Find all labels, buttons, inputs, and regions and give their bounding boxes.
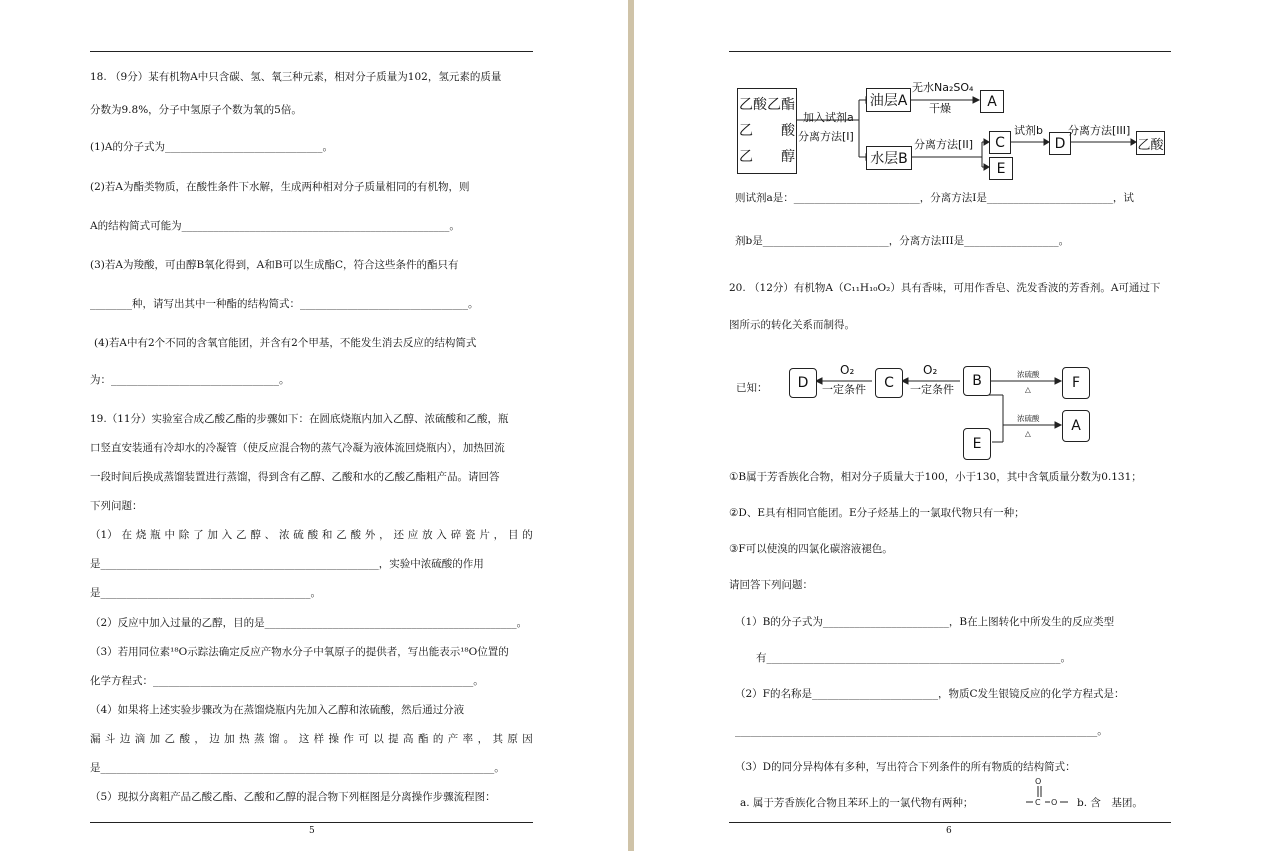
q18-line: (2)若A为酯类物质，在酸性条件下水解，生成两种相对分子质量相同的有机物，则 bbox=[90, 181, 470, 193]
justified-char: 加 bbox=[207, 529, 218, 541]
q20-line: 20. （12分）有机物A（C₁₁H₁₀O₂）具有香味，可用作香皂、洗发香波的芳香剂。A可通过下 bbox=[729, 282, 1161, 294]
conc-sulfuric-acid-label: 浓硫酸 bbox=[1017, 414, 1040, 423]
q20-line: 图所示的转化关系而制得。 bbox=[729, 319, 855, 331]
react-f-box: F bbox=[1062, 367, 1090, 399]
justified-char: 酸 bbox=[179, 733, 190, 745]
svg-text:C: C bbox=[1035, 798, 1041, 807]
justified-char: 加 bbox=[149, 733, 161, 745]
react-e-box: E bbox=[963, 428, 991, 460]
q20-line: （3）D的同分异构体有多种，写出符合下列条件的所有物质的结构简式： bbox=[735, 761, 1076, 773]
oxygen-label: O₂ bbox=[923, 363, 938, 377]
justified-char: ， bbox=[493, 529, 505, 541]
q19-line: 口竖直安装通有冷却水的冷凝管（使反应混合物的蒸气冷凝为液体流回烧瓶内），加热回流 bbox=[90, 442, 505, 454]
justified-char: 浓 bbox=[278, 529, 290, 541]
justified-char: 边 bbox=[119, 733, 131, 745]
justified-char: 应 bbox=[407, 529, 419, 541]
page-number: 5 bbox=[309, 826, 315, 836]
justified-char: 酸 bbox=[307, 529, 319, 541]
justified-char: 瓷 bbox=[465, 529, 476, 541]
q19-line: （3）若用同位素¹⁸O示踪法确定反应产物水分子中氧原子的提供者，写出能表示¹⁸O位置的 bbox=[90, 646, 509, 658]
justified-char: 漏 bbox=[90, 733, 101, 745]
acetic-acid-box: 乙酸 bbox=[1136, 131, 1165, 155]
reagent-a-label: 加入试剂a bbox=[803, 111, 854, 124]
justified-char: 酯 bbox=[417, 733, 429, 745]
q19-line: （4）如果将上述实验步骤改为在蒸馏烧瓶内先加入乙醇和浓硫酸，然后通过分液 bbox=[90, 704, 465, 716]
justified-char: 这 bbox=[298, 733, 310, 745]
footer-rule bbox=[729, 822, 1171, 823]
q20-line: _____________________________________________________________________。 bbox=[735, 725, 1108, 737]
justified-char: 还 bbox=[393, 529, 404, 541]
justified-char: 热 bbox=[239, 733, 250, 745]
q18-line: 分数为9.8%，分子中氢原子个数为氧的5倍。 bbox=[90, 104, 302, 116]
justified-char: 放 bbox=[422, 529, 433, 541]
separation-method-1-label: 分离方法[I] bbox=[798, 130, 854, 143]
q19-line: 是___________________________________________________________________________。 bbox=[90, 762, 505, 774]
justified-char: 了 bbox=[193, 529, 204, 541]
justified-char: 瓶 bbox=[150, 529, 161, 541]
q18-line: (4)若A中有2个不同的含氧官能团，并含有2个甲基，不能发生消去反应的结构简式 bbox=[94, 337, 477, 349]
justified-char: 烧 bbox=[135, 529, 147, 541]
justified-char: 。 bbox=[283, 733, 295, 745]
known-label: 已知： bbox=[736, 382, 768, 394]
justified-char: 样 bbox=[313, 733, 325, 745]
heat-label: △ bbox=[1025, 429, 1031, 438]
oxygen-label: O₂ bbox=[840, 363, 855, 377]
justified-char: 的 bbox=[522, 529, 533, 541]
justified-char: 因 bbox=[522, 733, 533, 745]
q18-line: (3)若A为羧酸，可由醇B氧化得到，A和B可以生成酯C，符合这些条件的酯只有 bbox=[90, 259, 459, 271]
q19-line: 下列问题： bbox=[90, 500, 143, 512]
reagent-b-label: 试剂b bbox=[1014, 124, 1043, 137]
q20-line: （1）B的分子式为________________________，B在上图转化中所发生的反应类型 bbox=[735, 616, 1115, 628]
justified-char: 乙 bbox=[164, 733, 176, 745]
q19-line: 19.（11分）实验室合成乙酸乙酯的步骤如下：在圆底烧瓶内加入乙醇、浓硫酸和乙酸，瓶 bbox=[90, 413, 509, 425]
d-box: D bbox=[1049, 132, 1071, 155]
drying-label: 干燥 bbox=[929, 102, 951, 115]
q20-fact: ①B属于芳香族化合物，相对分子质量大于100，小于130，其中含氧质量分数为0.131； bbox=[729, 471, 1142, 483]
react-d-box: D bbox=[789, 368, 817, 398]
justified-char: 目 bbox=[507, 529, 519, 541]
justified-char: 蒸 bbox=[253, 733, 265, 745]
justified-char: 以 bbox=[373, 733, 384, 745]
justified-char: ， bbox=[477, 733, 489, 745]
justified-char: 斗 bbox=[104, 733, 116, 745]
justified-char: 可 bbox=[358, 733, 369, 745]
justified-char: 提 bbox=[388, 733, 399, 745]
q18-line: ________种，请写出其中一种酯的结构简式：________________________________。 bbox=[90, 298, 479, 310]
justified-char: 、 bbox=[264, 529, 276, 541]
separation-method-2-label: 分离方法[II] bbox=[914, 138, 974, 151]
justified-char: 产 bbox=[447, 733, 459, 745]
q20-line: b. 含 基团。 bbox=[1077, 797, 1143, 809]
justified-char: 的 bbox=[432, 733, 444, 745]
condition-label: 一定条件 bbox=[822, 383, 866, 396]
justified-char: 乙 bbox=[236, 529, 247, 541]
q18-line: (1)A的分子式为______________________________。 bbox=[90, 141, 333, 153]
condition-label: 一定条件 bbox=[910, 383, 954, 396]
react-c-box: C bbox=[875, 368, 903, 398]
q19-cont-line: 剂b是________________________，分离方法III是__________________。 bbox=[735, 235, 1070, 247]
justified-char: 在 bbox=[121, 529, 132, 541]
svg-text:O: O bbox=[1035, 777, 1042, 786]
q20-fact: ②D、E具有相同官能团。E分子烃基上的一氯取代物只有一种； bbox=[729, 507, 1025, 519]
e-box: E bbox=[989, 157, 1013, 180]
justified-char: 边 bbox=[209, 733, 220, 745]
c-box: C bbox=[989, 131, 1011, 154]
justified-char: 入 bbox=[436, 529, 447, 541]
justified-char: 率 bbox=[462, 733, 474, 745]
justified-char: 外 bbox=[364, 529, 376, 541]
oil-layer-box: 油层A bbox=[866, 88, 911, 112]
justified-char: （1） bbox=[90, 529, 118, 541]
justified-char: 碎 bbox=[450, 529, 462, 541]
justified-char: ， bbox=[194, 733, 205, 745]
q20-line: 请回答下列问题： bbox=[729, 579, 813, 591]
mixture-item: 乙 酸 bbox=[739, 123, 795, 139]
justified-char: 作 bbox=[343, 733, 354, 745]
q18-line: 为：________________________________。 bbox=[90, 374, 290, 386]
justified-char: 其 bbox=[492, 733, 503, 745]
justified-char: 醇 bbox=[250, 529, 261, 541]
react-a-box: A bbox=[1062, 410, 1090, 442]
heat-label: △ bbox=[1025, 385, 1031, 394]
page-number: 6 bbox=[946, 826, 952, 836]
justified-char: 高 bbox=[403, 733, 414, 745]
q20-fact: ③F可以使溴的四氯化碳溶液褪色。 bbox=[729, 543, 893, 555]
justified-char: 原 bbox=[507, 733, 518, 745]
mixture-item: 乙 醇 bbox=[739, 149, 795, 165]
q19-line: 是_____________________________________________________，实验中浓硫酸的作用 bbox=[90, 558, 484, 570]
q19-line: 化学方程式：_____________________________________________________________。 bbox=[90, 675, 484, 687]
q19-line: （2）反应中加入过量的乙醇，目的是________________________________________________。 bbox=[90, 617, 528, 629]
mixture-item: 乙酸乙酯 bbox=[739, 97, 795, 113]
q20-line: 有________________________________________________________。 bbox=[756, 652, 1071, 664]
q18-line: 18. （9分）某有机物A中只含碳、氢、氧三种元素，相对分子质量为102，氢元素的质量 bbox=[90, 71, 502, 83]
justified-char: 加 bbox=[224, 733, 235, 745]
q20-line: （2）F的名称是________________________，物质C发生银镜反应的化学方程式是： bbox=[735, 688, 1125, 700]
justified-char: 操 bbox=[328, 733, 339, 745]
q19-line: 是________________________________________。 bbox=[90, 587, 321, 599]
product-a-box: A bbox=[980, 90, 1004, 113]
conc-sulfuric-acid-label: 浓硫酸 bbox=[1017, 370, 1040, 379]
justified-char: ， bbox=[379, 529, 390, 541]
justified-char: 馏 bbox=[268, 733, 280, 745]
justified-char: 酸 bbox=[350, 529, 361, 541]
drying-agent-label: 无水Na₂SO₄ bbox=[912, 81, 974, 94]
justified-char: 中 bbox=[164, 529, 175, 541]
water-layer-box: 水层B bbox=[866, 146, 912, 170]
justified-char: 和 bbox=[321, 529, 333, 541]
separation-method-3-label: 分离方法[III] bbox=[1068, 124, 1131, 137]
q19-line: （5）现拟分离粗产品乙酸乙酯、乙酸和乙醇的混合物下列框图是分离操作步骤流程图： bbox=[90, 791, 496, 803]
justified-char: 乙 bbox=[336, 529, 347, 541]
q20-line: a. 属于芳香族化合物且苯环上的一氯代物有两种； bbox=[740, 797, 974, 809]
justified-char: 除 bbox=[178, 529, 190, 541]
justified-char: 片 bbox=[479, 529, 490, 541]
q19-line: 一段时间后换成蒸馏装置进行蒸馏，得到含有乙醇、乙酸和水的乙酸乙酯粗产品。请回答 bbox=[90, 471, 500, 483]
justified-char: 硫 bbox=[293, 529, 304, 541]
svg-text:O: O bbox=[1051, 798, 1058, 807]
justified-char: 滴 bbox=[134, 733, 146, 745]
q18-line: A的结构简式可能为___________________________________________________。 bbox=[90, 220, 460, 232]
q19-cont-line: 则试剂a是：________________________，分离方法I是________________________，试 bbox=[735, 192, 1134, 204]
react-b-box: B bbox=[963, 366, 991, 396]
justified-char: 入 bbox=[221, 529, 233, 541]
